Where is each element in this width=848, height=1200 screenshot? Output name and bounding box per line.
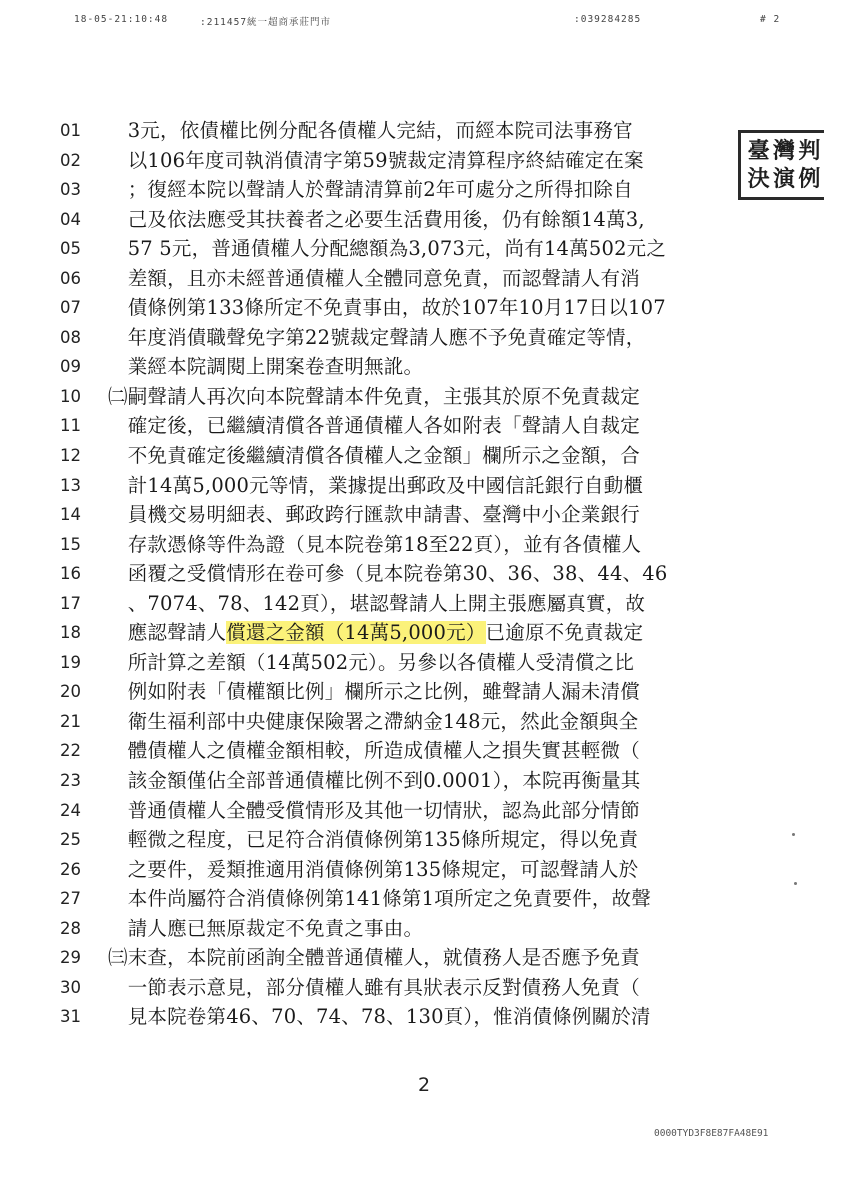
line-text: 以106年度司執消債清字第59號裁定清算程序終結確定在案 bbox=[108, 148, 644, 172]
line-number: 04 bbox=[60, 209, 81, 229]
line-number: 28 bbox=[60, 918, 81, 938]
line-text: 年度消債職聲免字第22號裁定聲請人應不予免責確定等情， bbox=[108, 325, 646, 349]
line-text: 輕微之程度，已足符合消債條例第135條所規定，得以免責 bbox=[108, 828, 639, 852]
document-line bbox=[0, 205, 848, 235]
line-number: 31 bbox=[60, 1007, 81, 1027]
line-text: 之要件，爰類推適用消債條例第135條規定，可認聲請人於 bbox=[108, 857, 639, 881]
document-line bbox=[0, 1002, 848, 1032]
line-text-segment: 已逾原不免責裁定 bbox=[485, 621, 644, 645]
highlighted-amount: 償還之金額（14萬5,000元） bbox=[226, 621, 486, 645]
line-number: 27 bbox=[60, 889, 81, 909]
document-line bbox=[0, 352, 848, 382]
line-number: 21 bbox=[60, 711, 81, 731]
document-line bbox=[0, 411, 848, 441]
line-number: 26 bbox=[60, 859, 81, 879]
line-text: 債條例第133條所定不免責事由，故於107年10月17日以107 bbox=[108, 296, 666, 320]
line-text-segment: 應認聲請人 bbox=[108, 621, 227, 645]
fax-sender: :211457統一超商承莊門市 bbox=[200, 17, 332, 28]
document-line bbox=[0, 943, 848, 973]
line-text: 例如附表「債權額比例」欄所示之比例，雖聲請人漏未清償 bbox=[108, 680, 640, 704]
line-number: 03 bbox=[60, 180, 81, 200]
line-number: 06 bbox=[60, 268, 81, 288]
scan-speck bbox=[792, 833, 795, 836]
line-text: 存款憑條等件為證（見本院卷第18至22頁），並有各債權人 bbox=[108, 532, 642, 556]
line-text: 57 5元，普通債權人分配總額為3,073元，尚有14萬502元之 bbox=[108, 237, 667, 261]
line-number: 15 bbox=[60, 534, 81, 554]
line-number: 07 bbox=[60, 298, 81, 318]
document-line bbox=[0, 618, 848, 648]
line-text: 不免責確定後繼續清償各債權人之金額」欄所示之金額，合 bbox=[108, 444, 640, 468]
document-line bbox=[0, 264, 848, 294]
document-line bbox=[0, 559, 848, 589]
document-id: 0000TYD3F8E87FA48E91 bbox=[654, 1128, 769, 1139]
line-number: 16 bbox=[60, 564, 81, 584]
line-number: 09 bbox=[60, 357, 81, 377]
line-text: 普通債權人全體受償情形及其他一切情狀，認為此部分情節 bbox=[108, 798, 640, 822]
seal-char: 演 bbox=[772, 166, 795, 192]
fax-number: :039284285 bbox=[574, 14, 642, 25]
line-text bbox=[108, 618, 718, 648]
line-text: 員機交易明細表、郵政跨行匯款申請書、臺灣中小企業銀行 bbox=[108, 503, 640, 527]
fax-header bbox=[0, 14, 848, 30]
line-number: 05 bbox=[60, 239, 81, 259]
line-number: 23 bbox=[60, 771, 81, 791]
document-line bbox=[0, 766, 848, 796]
line-text: 一節表示意見，部分債權人雖有具狀表示反對債務人免責（ bbox=[108, 975, 640, 999]
line-text: 衛生福利部中央健康保險署之滯納金148元，然此金額與全 bbox=[108, 709, 639, 733]
line-text: 該金額僅佔全部普通債權比例不到0.0001），本院再衡量其 bbox=[108, 769, 641, 793]
seal-char: 例 bbox=[798, 166, 821, 192]
line-text: 請人應已無原裁定不免責之事由。 bbox=[108, 916, 424, 940]
line-text: 計14萬5,000元等情，業據提出郵政及中國信託銀行自動櫃 bbox=[108, 473, 644, 497]
line-number: 02 bbox=[60, 150, 81, 170]
line-text: ㈢末查，本院前函詢全體普通債權人，就債務人是否應予免責 bbox=[108, 946, 640, 970]
line-number: 11 bbox=[60, 416, 81, 436]
line-text: 、7074、78、142頁），堪認聲請人上開主張應屬真實，故 bbox=[108, 591, 646, 615]
line-text: 所計算之差額（14萬502元）。另參以各債權人受清償之比 bbox=[108, 650, 635, 674]
line-text: 己及依法應受其扶養者之必要生活費用後，仍有餘額14萬3, bbox=[108, 207, 645, 231]
seal-char: 灣 bbox=[772, 138, 795, 164]
line-number: 10 bbox=[60, 386, 81, 406]
seal-char: 判 bbox=[798, 138, 821, 164]
line-number: 22 bbox=[60, 741, 81, 761]
document-line bbox=[0, 973, 848, 1003]
line-number: 30 bbox=[60, 977, 81, 997]
document-line bbox=[0, 382, 848, 412]
document-line bbox=[0, 707, 848, 737]
document-line bbox=[0, 175, 848, 205]
document-line bbox=[0, 146, 848, 176]
fax-timestamp: 18-05-21:10:48 bbox=[74, 14, 169, 25]
line-number: 25 bbox=[60, 830, 81, 850]
document-line bbox=[0, 677, 848, 707]
line-number: 20 bbox=[60, 682, 81, 702]
line-text: 3元，依債權比例分配各債權人完結，而經本院司法事務官 bbox=[108, 119, 633, 142]
line-text: 函覆之受償情形在卷可參（見本院卷第30、36、38、44、46 bbox=[108, 562, 668, 586]
scan-speck bbox=[794, 882, 797, 885]
document-line bbox=[0, 914, 848, 944]
document-line bbox=[0, 648, 848, 678]
document-line bbox=[0, 589, 848, 619]
document-line bbox=[0, 116, 848, 146]
document-line bbox=[0, 884, 848, 914]
line-number: 24 bbox=[60, 800, 81, 820]
line-number: 13 bbox=[60, 475, 81, 495]
line-number: 12 bbox=[60, 446, 81, 466]
line-number: 29 bbox=[60, 948, 81, 968]
seal-char: 臺 bbox=[747, 138, 770, 164]
document-body bbox=[0, 116, 848, 1032]
line-text: 業經本院調閱上開案卷查明無訛。 bbox=[108, 355, 424, 379]
line-text: 見本院卷第46、70、74、78、130頁），惟消債條例關於清 bbox=[108, 1005, 651, 1029]
document-line bbox=[0, 471, 848, 501]
document-line bbox=[0, 825, 848, 855]
line-number: 14 bbox=[60, 505, 81, 525]
line-number: 19 bbox=[60, 652, 81, 672]
line-number: 18 bbox=[60, 623, 81, 643]
line-text: ㈡嗣聲請人再次向本院聲請本件免責，主張其於原不免責裁定 bbox=[108, 384, 640, 408]
line-number: 08 bbox=[60, 327, 81, 347]
document-line bbox=[0, 293, 848, 323]
document-line bbox=[0, 441, 848, 471]
document-line bbox=[0, 855, 848, 885]
line-text: 體債權人之債權金額相較，所造成債權人之損失實甚輕微（ bbox=[108, 739, 640, 763]
line-number: 01 bbox=[60, 121, 81, 140]
line-text: 確定後，已繼續清償各普通債權人各如附表「聲請人自裁定 bbox=[108, 414, 640, 438]
document-line bbox=[0, 234, 848, 264]
line-text: ；復經本院以聲請人於聲請清算前2年可處分之所得扣除自 bbox=[108, 178, 633, 202]
seal-char: 決 bbox=[747, 166, 770, 192]
document-line bbox=[0, 500, 848, 530]
document-line bbox=[0, 736, 848, 766]
line-text: 差額，且亦未經普通債權人全體同意免責，而認聲請人有消 bbox=[108, 266, 640, 290]
line-number: 17 bbox=[60, 593, 81, 613]
document-line bbox=[0, 323, 848, 353]
document-line bbox=[0, 796, 848, 826]
fax-page: # 2 bbox=[760, 14, 781, 25]
page-number: 2 bbox=[417, 1074, 431, 1096]
line-text: 本件尚屬符合消債條例第141條第1項所定之免責要件，故聲 bbox=[108, 887, 651, 911]
document-line bbox=[0, 530, 848, 560]
